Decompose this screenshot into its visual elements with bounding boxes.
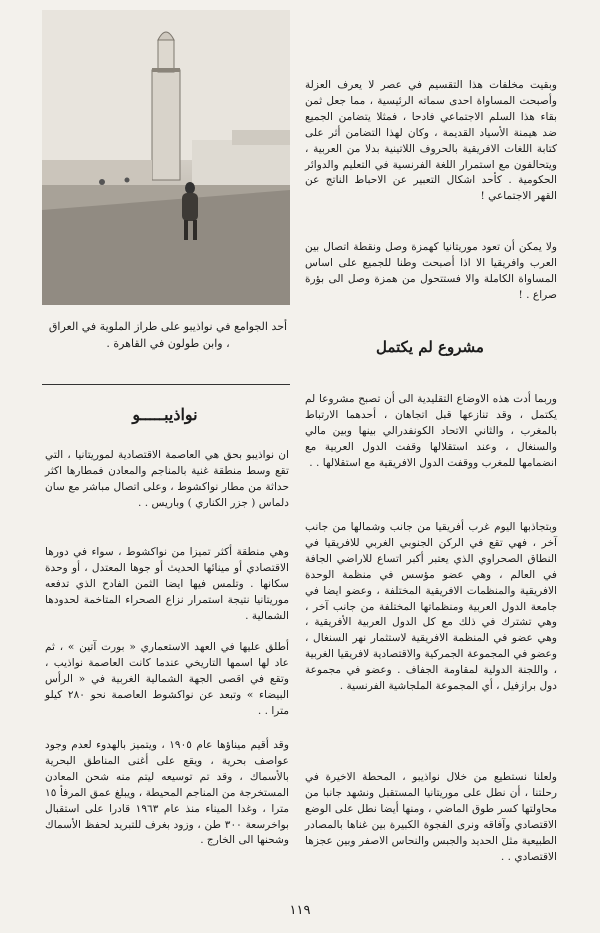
nouadhibou-title: نواذيبـــــو [132, 405, 198, 424]
column-divider [42, 384, 290, 385]
left-paragraph-4: وقد أقيم ميناؤها عام ١٩٠٥ ، ويتميز بالهدوء لعدم وجود عواصف بحرية ، ويقع على أغنى المناطق البحرية بالأسماك ، وقد تم توسيعه ليتم منه شحن المعادن المستخرجة من المناجم المحيطة ، ويبلغ عمق المرفأ ١٥ مترا ، وغدا الميناء منذ عام ١٩٦٣ قادرا على استقبال بواخرسعة ٣٠٠ طن ، وزود بغرف للتبريد لحفظ الأسماك وشحنها الى الخارج . [45, 739, 289, 847]
left-paragraph-2: وهي منطقة أكثر تميزا من نواكشوط ، سواء في دورها الاقتصادي أو مينائها الحديث أو جوها المعتدل ، أو وحدة سكانها . وتلمس فيها ايضا الثمن الفادح الذي تدفعه موريتانيا نتيجة استمرار نزاع الصحراء المتاخمة لحدودها الشمالية . [45, 546, 289, 622]
mosque-illustration [42, 10, 290, 305]
section-paragraph-2: وبتجاذبها اليوم غرب أفريقيا من جانب وشمالها من جانب آخر ، فهي تقع في الركن الجنوبي الغربي للافريقيا في النطاق الصحراوي الذي يعتبر أكبر اتساع للاراضي الجافة في العالم ، وهي عضو مؤسس في منظمة الوحدة الافريقية والمنظمات الافريقية المختلفة ، وعضو ايضا في جامعة الدول العربية ومنظماتها المختلفة من جانب آخر ، وهي تشترك في ذلك مع كل الدول العربية الأفريقية ، وهي عضو في المنظمة الافريقية لاستثمار نهر السنغال ، وعضو في المجموعة الجمركية والاقتصادية لافريقيا الغربية ، واللجنة الدولية لمقاومة الجفاف . وعضو في مجموعة دول برازفيل ، أي المجموعة الملجاشية الفرنسية . [305, 521, 557, 693]
mosque-photo [42, 10, 290, 305]
page-number: ١١٩ [289, 903, 311, 918]
left-paragraph-3: أطلق عليها في العهد الاستعماري « بورت آتين » ، ثم عاد لها اسمها التاريخي عندما كانت العاصمة نواذيب ، وتقع في اقصى الجهة الشمالية الغربية في « الرأس البيضاء » وتبعد عن نواكشوط العاصمة نحو ٢٨٠ كيلو مترا . . [45, 641, 289, 717]
photo-caption: أحد الجوامع في نواذيبو على طراز الملوية في العراق ، وابن طولون في القاهرة . [48, 320, 288, 350]
section-title: مشروع لم يكتمل [376, 338, 484, 356]
right-paragraph-2: ولا يمكن أن تعود موريتانيا كهمزة وصل ونقطة اتصال بين العرب وافريقيا الا اذا أصبحت وطنا للجميع على اساس المساواة الكاملة والا فستتحول من همزة وصل الى بؤرة صراع . ! [305, 241, 557, 301]
section-paragraph-1: وربما أدت هذه الاوضاع التقليدية الى أن تصبح مشروعا لم يكتمل ، وقد تنازعها قبل اتجاهان ، أحدهما الارتباط بالمغرب ، والثاني الاتحاد الكونفدرالي بينها وبين مالي والسنغال ، وعند استقلالها وقفت الدول العربية مع انضمامها للمغرب ووقفت الدول الافريقية مع استقلالها . . [305, 393, 557, 469]
section-paragraph-3: ولعلنا نستطيع من خلال نواذيبو ، المحطة الاخيرة في رحلتنا ، أن نطل على موريتانيا المستقبل ونشهد جانبا من محاولتها كسر طوق الماضي ، ومنها أيضا نطل على الوضع الاقتصادي وآفاقه ونرى الفجوة الكبيرة بين غناها بالمصادر الطبيعية مثل الحديد والجبس والنحاس الاصفر وبين عجزها الاقتصادي . . [305, 771, 557, 863]
left-paragraph-1: ان نواذيبو بحق هي العاصمة الاقتصادية لموريتانيا ، التي تقع وسط منطقة غنية بالمناجم والمعادن فمطارها اكثر حداثة من مطار نواكشوط ، وعلى اتصال مباشر مع سان دلماس ( جزر الكناري ) وباريس . . [45, 449, 289, 509]
right-paragraph-1: وبقيت مخلفات هذا التقسيم في عصر لا يعرف العزلة وأصبحت المساواة احدى سماته الرئيسية ، مما جعل ثمن بقاء هذا السلم الاجتماعي فادحا ، فمثلا يتضامن الجميع ضد هيمنة الأسياد القديمة ، وكان لهذا التضامن أثر على كتابة اللغات الافريقية بالحروف اللاتينية بدلا من العربية ، ويتحالفون مع استمرار اللغة الفرنسية في التعليم والدوائر الحكومية . كأحد اشكال التعبير عن الاحباط الناتج عن القهر الاجتماعي ! [305, 79, 557, 203]
